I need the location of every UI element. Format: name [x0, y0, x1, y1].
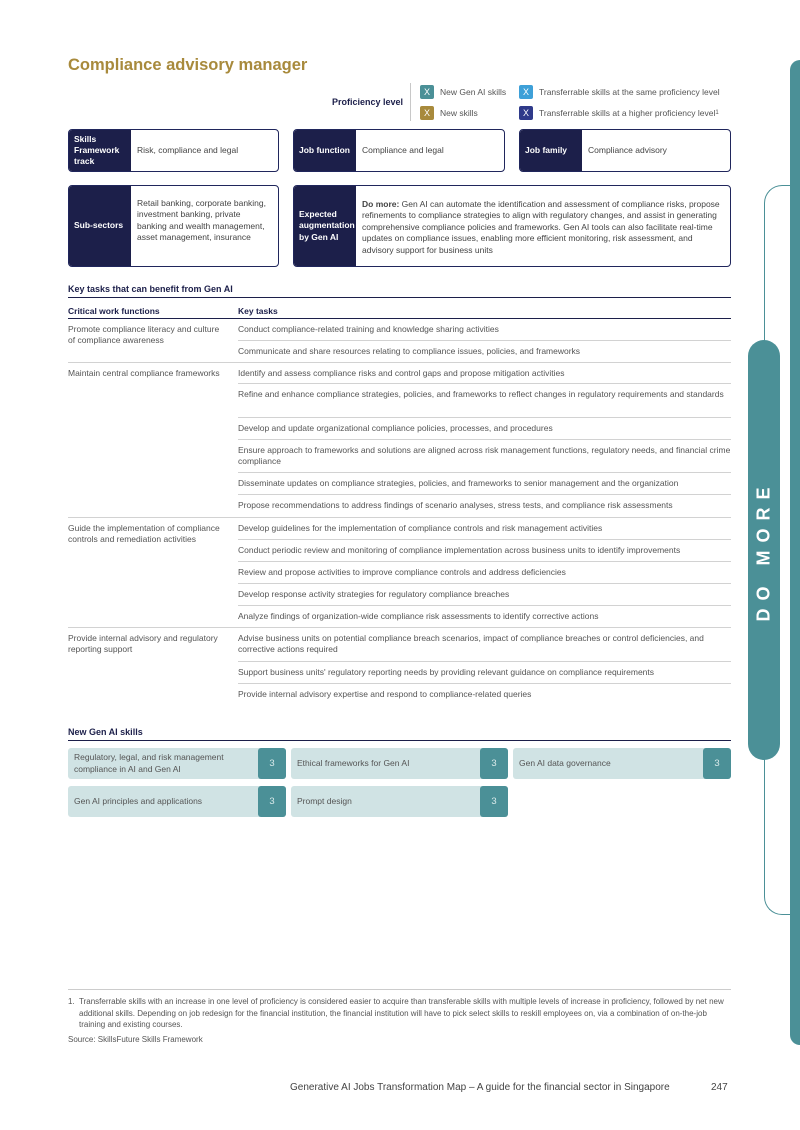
row-divider	[238, 340, 731, 341]
table-head-rule	[68, 318, 731, 319]
key-task: Analyze findings of organization-wide compliance risk assessments to identify corrective actions	[238, 611, 599, 621]
work-function: Maintain central compliance frameworks	[68, 368, 220, 378]
track-label: Skills Framework track	[69, 130, 131, 171]
legend-new-skills	[420, 106, 478, 120]
key-task: Conduct compliance-related training and knowledge sharing activities	[238, 324, 499, 334]
legend-divider	[410, 83, 411, 121]
work-function: Guide the implementation of compliance controls and remediation activities	[68, 523, 220, 545]
key-task: Conduct periodic review and monitoring of compliance implementation across business units to identify improvements	[238, 545, 681, 555]
expected-augmentation-card	[293, 185, 731, 267]
sub-sectors-value: Retail banking, corporate banking, investment banking, private banking and wealth management, asset management, insurance	[137, 198, 266, 243]
footnote-number: 1.	[68, 997, 75, 1006]
page-title: Compliance advisory manager	[68, 56, 308, 74]
group-divider	[68, 627, 731, 628]
skill-name: Regulatory, legal, and risk management compliance in AI and Gen AI	[74, 752, 224, 774]
page-footer-title: Generative AI Jobs Transformation Map – A guide for the financial sector in Singapore	[290, 1082, 670, 1093]
key-task: Provide internal advisory expertise and respond to compliance-related queries	[238, 689, 532, 699]
row-divider	[238, 605, 731, 606]
key-task: Develop guidelines for the implementation of compliance controls and risk management activities	[238, 523, 603, 533]
skill-card	[291, 748, 508, 779]
job-family-label: Job family	[520, 130, 582, 171]
key-task: Advise business units on potential compliance breach scenarios, impact of compliance breaches or control deficiencies, and corrective actions required	[238, 633, 704, 655]
legend-marker: X	[519, 106, 533, 120]
col-critical-functions: Critical work functions	[68, 306, 160, 316]
skill-level: 3	[258, 748, 286, 779]
skill-level: 3	[258, 786, 286, 817]
row-divider	[238, 661, 731, 662]
job-function-value: Compliance and legal	[362, 144, 444, 155]
row-divider	[238, 561, 731, 562]
skill-name: Gen AI principles and applications	[74, 795, 203, 806]
group-divider	[68, 362, 731, 363]
key-task: Propose recommendations to address findings of scenario analyses, stress tests, and compliance risk assessments	[238, 500, 673, 510]
key-task: Identify and assess compliance risks and control gaps and propose mitigation activities	[238, 368, 565, 378]
augmentation-description	[356, 186, 730, 266]
job-function-card	[293, 129, 505, 172]
skill-name: Gen AI data governance	[519, 757, 611, 768]
legend-marker: X	[519, 85, 533, 99]
skill-name: Ethical frameworks for Gen AI	[297, 757, 410, 768]
augmentation-label: Expected augmentation by Gen AI	[294, 186, 356, 266]
legend-transferrable-same	[519, 85, 720, 99]
row-divider	[238, 494, 731, 495]
key-task: Disseminate updates on compliance strategies, policies, and frameworks to senior management and the organization	[238, 478, 679, 488]
skill-level: 3	[480, 786, 508, 817]
source-note: Source: SkillsFuture Skills Framework	[68, 1035, 203, 1044]
footnote-text: Transferrable skills with an increase in one level of proficiency is considered easier to acquire than transferable skills with multiple levels of increase in proficiency, followed by net new additional skills. Depending on job redesign for the financial institution, the financial institution will have to pick select skills to reskill employees on, via a combination of on-the-job training and existing courses.	[79, 997, 724, 1030]
legend-marker: X	[420, 106, 434, 120]
side-tab-label: DO MORE	[753, 478, 774, 622]
key-task: Develop response activity strategies for regulatory compliance breaches	[238, 589, 510, 599]
skill-card	[68, 786, 286, 817]
work-function: Provide internal advisory and regulatory reporting support	[68, 633, 218, 655]
row-divider	[238, 583, 731, 584]
key-task: Review and propose activities to improve compliance controls and address deficiencies	[238, 567, 566, 577]
page-number: 247	[711, 1082, 728, 1093]
key-task: Ensure approach to frameworks and solutions are aligned across risk management functions, regulatory needs, and financial crime compliance	[238, 445, 731, 467]
job-family-value: Compliance advisory	[588, 144, 667, 155]
row-divider	[238, 439, 731, 440]
row-divider	[238, 539, 731, 540]
job-family-card	[519, 129, 731, 172]
key-task: Develop and update organizational compliance policies, processes, and procedures	[238, 423, 553, 433]
legend-label: Transferrable skills at a higher proficiency level	[539, 108, 716, 118]
key-task: Communicate and share resources relating to compliance issues, policies, and frameworks	[238, 346, 581, 356]
section-rule	[68, 740, 731, 741]
augmentation-text: Gen AI can automate the identification and assessment of compliance risks, propose refinements to compliance strategies to align with regulatory changes, and assist in generating comprehensive compliance policies and frameworks. Gen AI tools can also facilitate real-time updates on compliance issues, enabling more efficient monitoring, risk assessment, and advisory support for business units	[362, 199, 720, 255]
work-function: Promote compliance literacy and culture of compliance awareness	[68, 324, 220, 346]
skills-heading: New Gen AI skills	[68, 727, 143, 737]
skill-card	[291, 786, 508, 817]
legend-label: Transferrable skills at the same proficiency level	[539, 87, 720, 97]
key-task: Refine and enhance compliance strategies, policies, and frameworks to reflect changes in regulatory requirements and standards	[238, 389, 724, 399]
augmentation-emphasis: Do more:	[362, 199, 400, 209]
legend-transferrable-higher	[519, 106, 719, 120]
col-key-tasks: Key tasks	[238, 306, 278, 316]
row-divider	[238, 383, 731, 384]
key-tasks-heading: Key tasks that can benefit from Gen AI	[68, 284, 233, 294]
footnote	[68, 996, 728, 1031]
legend-marker: X	[420, 85, 434, 99]
section-rule	[68, 297, 731, 298]
skill-level: 3	[703, 748, 731, 779]
row-divider	[238, 683, 731, 684]
skill-card	[68, 748, 286, 779]
legend-label: New Gen AI skills	[440, 87, 507, 97]
row-divider	[238, 417, 731, 418]
legend-label: New skills	[440, 108, 478, 118]
footnote-rule	[68, 989, 731, 990]
skill-level: 3	[480, 748, 508, 779]
skill-card	[513, 748, 731, 779]
sub-sectors-label: Sub-sectors	[69, 186, 131, 266]
skill-name: Prompt design	[297, 795, 352, 806]
legend-new-gen-ai	[420, 85, 506, 99]
row-divider	[238, 472, 731, 473]
group-divider	[68, 517, 731, 518]
track-value: Risk, compliance and legal	[137, 144, 239, 155]
skills-framework-track-card	[68, 129, 279, 172]
sub-sectors-card	[68, 185, 279, 267]
job-function-label: Job function	[294, 130, 356, 171]
footnote-ref: 1	[715, 110, 719, 116]
proficiency-label: Proficiency level	[332, 97, 404, 107]
key-task: Support business units' regulatory reporting needs by providing relevant guidance on compliance requirements	[238, 667, 655, 677]
